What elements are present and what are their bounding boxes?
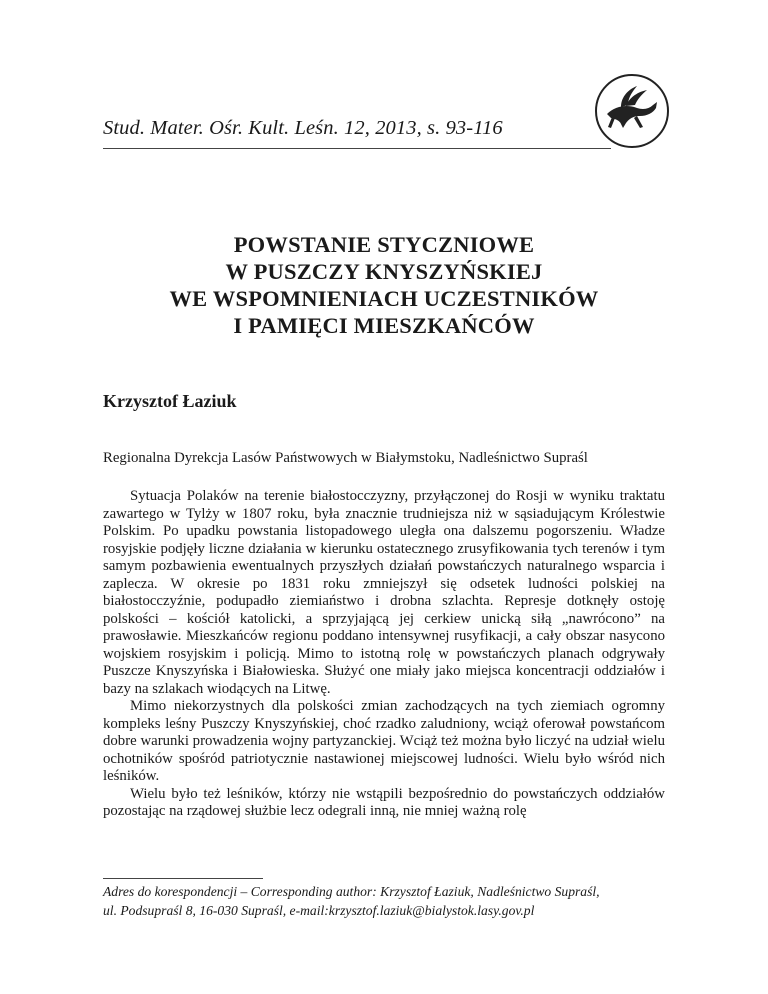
title-line: WE WSPOMNIENIACH UCZESTNIKÓW [169, 286, 599, 311]
title-line: I PAMIĘCI MIESZKAŃCÓW [233, 313, 535, 338]
footnote-line: Adres do korespondencji – Corresponding author: Krzysztof Łaziuk, Nadleśnictwo Supraśl, [103, 884, 600, 899]
title-line: W PUSZCZY KNYSZYŃSKIEJ [225, 259, 543, 284]
journal-reference: Stud. Mater. Ośr. Kult. Leśn. 12, 2013, s. 93-116 [103, 117, 503, 139]
article-body [103, 488, 665, 821]
flying-horse-logo-icon [593, 72, 671, 150]
body-paragraph: Sytuacja Polaków na terenie białostocczyzny, przyłączonej do Rosji w wyniku traktatu zawartego w Tylży w 1807 roku, była znacznie trudniejsza niż w sąsiadującym Królestwie Polskim. Po upadku powstania listopadowego uległa ona dalszemu pogorszeniu. Władze rosyjskie podjęły liczne działania w kierunku ostatecznego zrusyfikowania tych terenów i tym samym pozbawienia ewentualnych przyszłych działań powstańczych naturalnego wsparcia i zaplecza. W okresie po 1831 roku zmniejszył się odsetek ludności polskiej na białostocczyźnie, podupadło ziemiaństwo i drobna szlachta. Represje dotknęły ostoję polskości – kościół katolicki, a sprzyjającą jej cerkiew unicką siłą „nawrócono” na prawosławie. Mieszkańców regionu poddano intensywnej rusyfikacji, a cały obszar nasycono wojskiem rosyjskim i policją. Mimo to istotną rolę w powstańczych planach odgrywały Puszcze Knyszyńska i Białowieska. Służyć one miały jako miejsca koncentracji oddziałów i bazy na szlakach wiodących na Litwę. [103, 488, 665, 697]
correspondence-footnote [103, 883, 673, 920]
header-rule [103, 148, 611, 149]
author-name: Krzysztof Łaziuk [103, 391, 237, 411]
author-affiliation: Regionalna Dyrekcja Lasów Państwowych w Białymstoku, Nadleśnictwo Supraśl [103, 450, 588, 466]
footnote-line: ul. Podsupraśl 8, 16-030 Supraśl, e-mail:krzysztof.laziuk@bialystok.lasy.gov.pl [103, 902, 535, 918]
body-paragraph: Wielu było też leśników, którzy nie wstąpili bezpośrednio do powstańczych oddziałów pozostając na rządowej służbie lecz odegrali inną, nie mniej ważną rolę [103, 785, 665, 819]
article-title [0, 231, 768, 339]
footnote-rule [103, 878, 263, 879]
body-paragraph: Mimo niekorzystnych dla polskości zmian zachodzących na tych ziemiach ogromny kompleks leśny Puszczy Knyszyńskiej, choć rzadko zaludniony, wciąż oferował powstańcom dobre warunki prowadzenia wojny partyzanckiej. Wciąż też można było liczyć na udział wielu ochotników spośród patriotycznie nastawionej miejscowej ludności. Wielu było wśród nich leśników. [103, 698, 665, 784]
title-line: POWSTANIE STYCZNIOWE [233, 232, 535, 257]
